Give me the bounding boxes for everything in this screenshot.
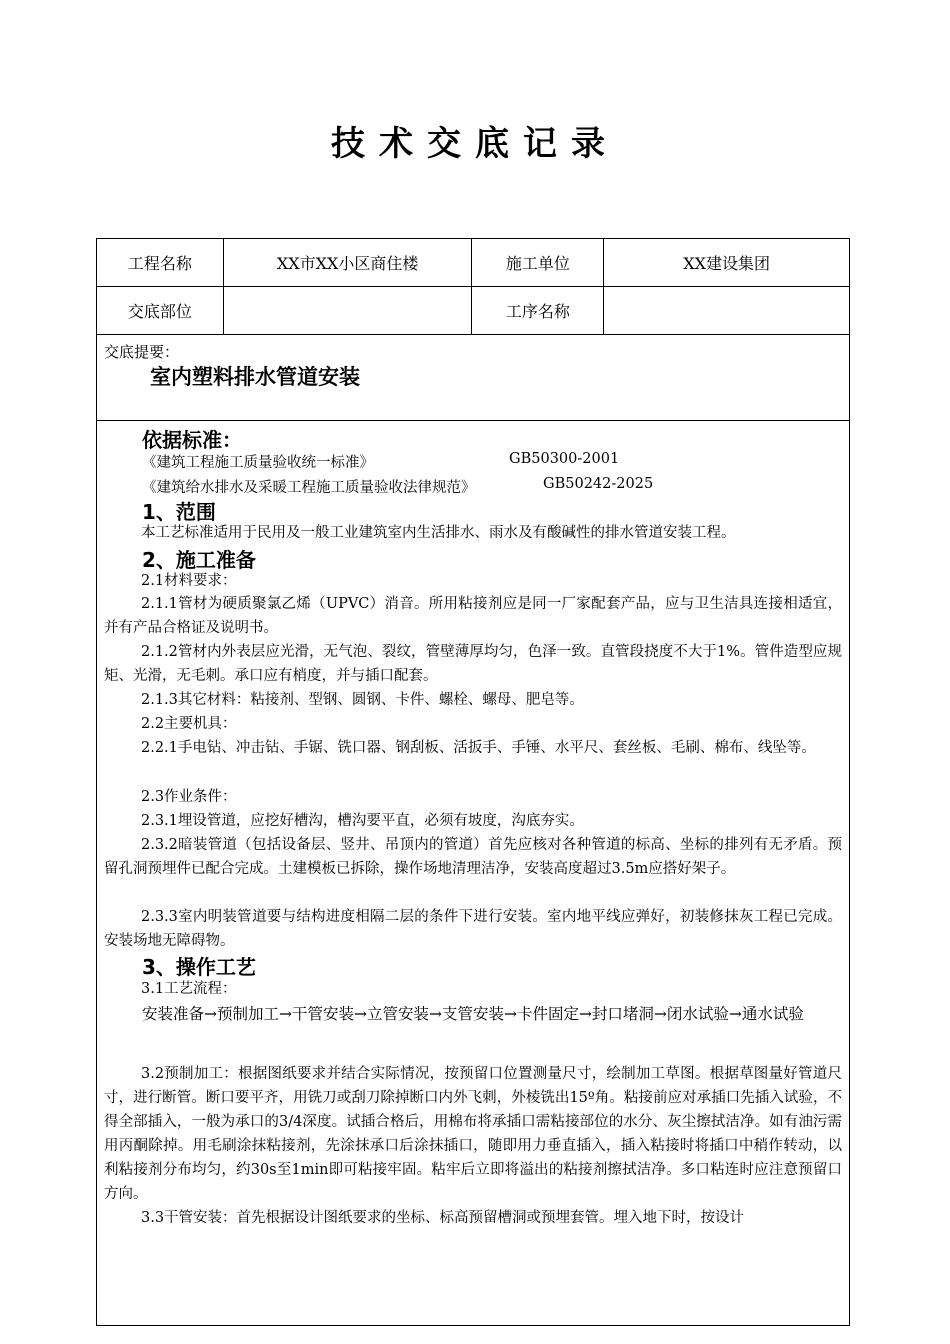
paragraph: 2.1.2管材内外表层应光滑，无气泡、裂纹，管壁薄厚均匀，色泽一致。直管段挠度不大于1%。管件造型应规矩、光滑，无毛刺。承口应有梢度，并与插口配套。: [104, 644, 842, 684]
paragraph: 2.1.1管材为硬质聚氯乙烯（UPVC）消音。所用粘接剂应是同一厂家配套产品，应与卫生洁具连接相适宜，并有产品合格证及说明书。: [104, 596, 842, 636]
contractor-value: XX建设集团: [604, 239, 850, 287]
paragraph: 2.3.3室内明装管道要与结构进度相隔二层的条件下进行安装。室内地平线应弹好，初装修抹灰工程已完成。安装场地无障碍物。: [104, 909, 842, 949]
standard-code: GB50300-2001: [509, 451, 620, 467]
standard-name: 《建筑给水排水及采暖工程施工质量验收法律规范》: [142, 480, 476, 496]
paragraph: 2.3作业条件：: [141, 789, 237, 805]
header-table: [96, 238, 850, 335]
content-body: [96, 421, 850, 1326]
paragraph: 2.3.1埋设管道，应挖好槽沟，槽沟要平直，必须有坡度，沟底夯实。: [141, 813, 584, 829]
location-value: [223, 287, 472, 335]
summary-section: [96, 333, 850, 421]
table-row: [97, 239, 850, 287]
process-value: [604, 287, 850, 335]
process-flow: 安装准备→预制加工→干管安装→立管安装→支管安装→卡件固定→封口堵洞→闭水试验→通水试验: [142, 1005, 804, 1023]
paragraph: 2.1材料要求：: [141, 573, 237, 589]
standard-name: 《建筑工程施工质量验收统一标准》: [142, 455, 374, 471]
section-heading: 2、施工准备: [142, 548, 256, 572]
paragraph: 2.1.3其它材料：粘接剂、型钢、圆钢、卡件、螺栓、螺母、肥皂等。: [141, 692, 584, 708]
process-label: 工序名称: [472, 287, 604, 335]
document-title: 技术交底记录: [331, 124, 619, 164]
contractor-label: 施工单位: [472, 239, 604, 287]
standards-heading: 依据标准：: [142, 428, 242, 452]
summary-subject: 室内塑料排水管道安装: [150, 365, 360, 389]
paragraph: 3.3干管安装：首先根据设计图纸要求的坐标、标高预留槽洞或预埋套管。埋入地下时，按设计: [141, 1210, 745, 1226]
paragraph: 2.2主要机具：: [141, 716, 237, 732]
project-name-value: XX市XX小区商住楼: [223, 239, 472, 287]
paragraph: 3.2预制加工：根据图纸要求并结合实际情况，按预留口位置测量尺寸，绘制加工草图。根据草图量好管道尺寸，进行断管。断口要平齐，用铣刀或刮刀除掉断口内外飞刺，外棱铣出15º角。粘接前应对承插口先插入试验，不得全部插入，一般为承口的3/4深度。试插合格后，用棉布将承插口需粘接部位的水分、灰尘擦拭洁净。如有油污需用丙酮除掉。用毛刷涂抹粘接剂，先涂抹承口后涂抹插口，随即用力垂直插入，插入粘接时将插口中稍作转动，以利粘接剂分布均匀，约30s至1min即可粘接牢固。粘牢后立即将溢出的粘接剂擦拭洁净。多口粘连时应注意预留口方向。: [104, 1066, 842, 1202]
standard-code: GB50242-2025: [543, 476, 654, 492]
section-heading: 1、范围: [142, 500, 216, 524]
summary-label: 交底提要：: [104, 343, 180, 361]
paragraph: 2.3.2暗装管道（包括设备层、竖井、吊顶内的管道）首先应核对各种管道的标高、坐标的排列有无矛盾。预留孔洞预埋件已配合完成。土建模板已拆除，操作场地清理洁净，安装高度超过3.5m应搭好架子。: [104, 837, 842, 877]
paragraph: 3.1工艺流程：: [141, 981, 237, 997]
table-row: [97, 287, 850, 335]
paragraph: 2.2.1手电钻、冲击钻、手锯、铣口器、钢刮板、活扳手、手锤、水平尺、套丝板、毛刷、棉布、线坠等。: [141, 740, 816, 756]
paragraph: 本工艺标准适用于民用及一般工业建筑室内生活排水、雨水及有酸碱性的排水管道安装工程。: [141, 525, 736, 541]
location-label: 交底部位: [97, 287, 224, 335]
project-name-label: 工程名称: [97, 239, 224, 287]
section-heading: 3、操作工艺: [142, 955, 256, 979]
